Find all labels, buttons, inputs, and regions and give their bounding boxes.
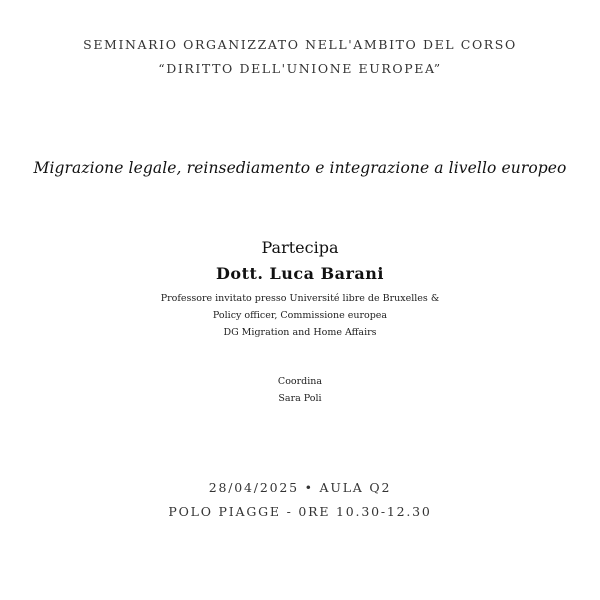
speaker-intro: Partecipa [261, 238, 339, 257]
course-name: “DIRITTO DELL'UNIONE EUROPEA” [158, 61, 442, 76]
venue-and-time: POLO PIAGGE - 0RE 10.30-12.30 [168, 504, 432, 519]
speaker-name: Dott. Luca Barani [216, 264, 384, 283]
speaker-role-line: Policy officer, Commissione europea [212, 310, 388, 321]
seminar-title: Migrazione legale, reinsediamento e integrazione a livello europeo [33, 159, 567, 177]
speaker-role-line: Professore invitato presso Université libre de Bruxelles & [160, 293, 440, 304]
coordinator-name: Sara Poli [278, 393, 322, 404]
course-context-line: SEMINARIO ORGANIZZATO NELL'AMBITO DEL CORSO [83, 37, 517, 52]
date-and-room: 28/04/2025 • AULA Q2 [208, 480, 392, 495]
coordinator-label: Coordina [277, 376, 323, 387]
speaker-role-line: DG Migration and Home Affairs [223, 327, 377, 338]
